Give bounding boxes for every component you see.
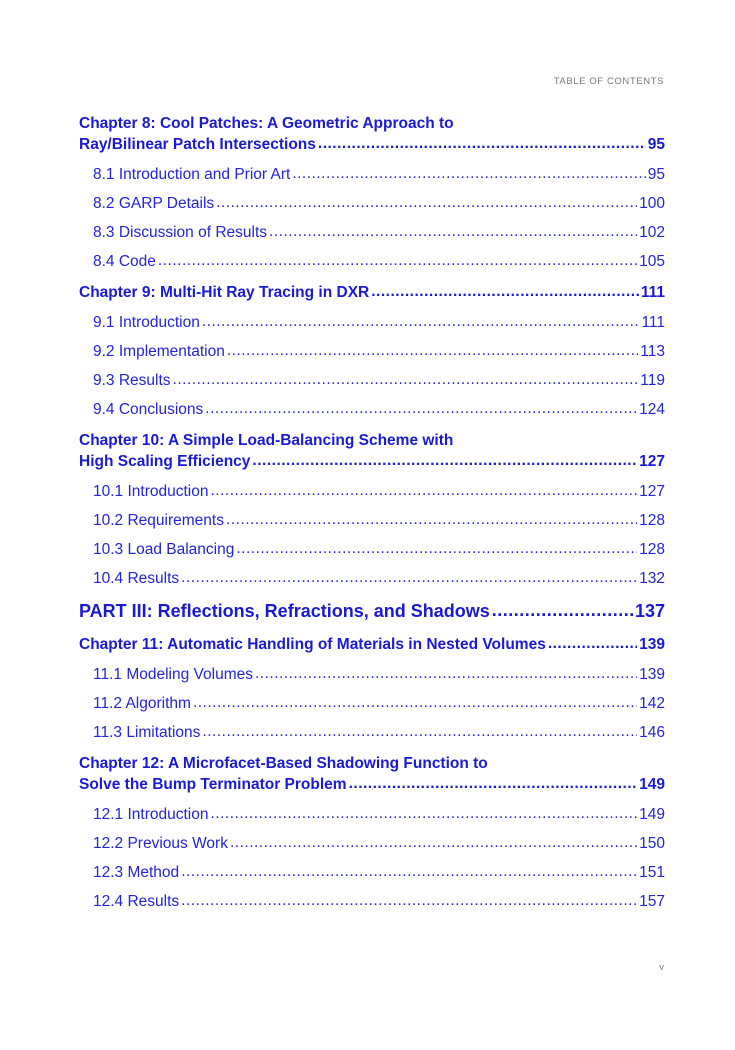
chapter-12 — [79, 753, 665, 911]
chapter-10-title-line2: High Scaling Efficiency — [79, 453, 251, 470]
section-page: 95 — [647, 166, 665, 183]
section-label: 9.2 Implementation — [93, 343, 225, 360]
section-label: 10.3 Load Balancing — [93, 541, 235, 558]
chapter-8-title-line2: Ray/Bilinear Patch Intersections — [79, 136, 316, 153]
section-label: 8.1 Introduction and Prior Art — [93, 166, 291, 183]
section-label: 10.1 Introduction — [93, 483, 209, 500]
section-page: 128 — [639, 541, 665, 558]
section-label: 11.2 Algorithm — [93, 695, 191, 712]
chapter-11-page: 139 — [639, 636, 665, 653]
chapter-11 — [79, 634, 665, 742]
dot-leader — [236, 540, 637, 558]
section-label: 11.1 Modeling Volumes — [93, 666, 253, 683]
section-12-3[interactable] — [93, 864, 665, 882]
dot-leader — [255, 665, 637, 683]
section-10-4[interactable] — [93, 570, 665, 588]
dot-leader — [318, 133, 646, 154]
chapter-10 — [79, 430, 665, 588]
dot-leader — [210, 482, 637, 500]
chapter-12-title-line1: Chapter 12: A Microfacet-Based Shadowing Function to — [79, 755, 488, 772]
section-9-3[interactable] — [93, 372, 665, 390]
section-label: 12.3 Method — [93, 864, 180, 881]
chapter-10-page: 127 — [639, 453, 665, 470]
part-3-page: 137 — [634, 601, 665, 621]
section-12-4[interactable] — [93, 893, 665, 911]
chapter-11-heading[interactable] — [79, 634, 665, 655]
chapter-9 — [79, 282, 665, 419]
part-3-heading[interactable] — [79, 599, 665, 623]
chapter-9-page: 111 — [640, 284, 665, 301]
dot-leader — [181, 569, 637, 587]
dot-leader — [230, 834, 637, 852]
dot-leader — [226, 511, 637, 529]
dot-leader — [193, 694, 637, 712]
dot-leader — [202, 723, 637, 741]
section-page: 149 — [639, 806, 665, 823]
chapter-11-title: Chapter 11: Automatic Handling of Materials in Nested Volumes — [79, 636, 546, 653]
chapter-8-page: 95 — [647, 136, 665, 153]
section-12-1[interactable] — [93, 806, 665, 824]
section-8-3[interactable] — [93, 224, 665, 242]
section-label: 9.4 Conclusions — [93, 401, 204, 418]
dot-leader — [492, 598, 633, 622]
section-8-4[interactable] — [93, 253, 665, 271]
section-9-4[interactable] — [93, 401, 665, 419]
section-page: 157 — [639, 893, 665, 910]
section-10-1[interactable] — [93, 483, 665, 501]
dot-leader — [216, 194, 637, 212]
section-11-1[interactable] — [93, 666, 665, 684]
section-label: 12.1 Introduction — [93, 806, 209, 823]
chapter-9-title: Chapter 9: Multi-Hit Ray Tracing in DXR — [79, 284, 370, 301]
section-label: 8.3 Discussion of Results — [93, 224, 268, 241]
section-page: 146 — [639, 724, 665, 741]
section-label: 9.1 Introduction — [93, 314, 200, 331]
dot-leader — [349, 773, 638, 794]
section-page: 151 — [639, 864, 665, 881]
section-12-2[interactable] — [93, 835, 665, 853]
dot-leader — [269, 223, 637, 241]
section-8-1[interactable] — [93, 166, 665, 184]
chapter-10-title-line1: Chapter 10: A Simple Load-Balancing Scheme with — [79, 432, 454, 449]
section-label: 8.4 Code — [93, 253, 156, 270]
section-page: 113 — [640, 343, 665, 360]
section-page: 128 — [639, 512, 665, 529]
dot-leader — [158, 252, 637, 270]
dot-leader — [173, 371, 639, 389]
section-label: 8.2 GARP Details — [93, 195, 215, 212]
chapter-8-heading[interactable] — [79, 113, 665, 155]
table-of-contents — [79, 113, 665, 911]
dot-leader — [227, 342, 638, 360]
section-9-1[interactable] — [93, 314, 665, 332]
section-page: 132 — [639, 570, 665, 587]
section-label: 11.3 Limitations — [93, 724, 201, 741]
section-11-3[interactable] — [93, 724, 665, 742]
section-page: 150 — [639, 835, 665, 852]
chapter-12-title-line2: Solve the Bump Terminator Problem — [79, 776, 347, 793]
running-head: TABLE OF CONTENTS — [553, 76, 664, 87]
page-number: v — [659, 962, 664, 973]
section-page: 100 — [639, 195, 665, 212]
section-page: 102 — [639, 224, 665, 241]
section-9-2[interactable] — [93, 343, 665, 361]
chapter-9-heading[interactable] — [79, 282, 665, 303]
section-10-2[interactable] — [93, 512, 665, 530]
section-label: 10.2 Requirements — [93, 512, 224, 529]
dot-leader — [371, 281, 639, 302]
chapter-12-page: 149 — [639, 776, 665, 793]
section-label: 9.3 Results — [93, 372, 171, 389]
chapter-8-title-line1: Chapter 8: Cool Patches: A Geometric Approach to — [79, 115, 454, 132]
section-page: 142 — [639, 695, 665, 712]
section-page: 105 — [639, 253, 665, 270]
section-8-2[interactable] — [93, 195, 665, 213]
dot-leader — [181, 892, 637, 910]
chapter-8 — [79, 113, 665, 271]
dot-leader — [252, 450, 637, 471]
dot-leader — [205, 400, 637, 418]
part-3-title: PART III: Reflections, Refractions, and Shadows — [79, 601, 490, 621]
part-3 — [79, 599, 665, 623]
dot-leader — [210, 805, 637, 823]
section-page: 127 — [639, 483, 665, 500]
section-label: 12.4 Results — [93, 893, 180, 910]
section-page: 119 — [640, 372, 665, 389]
dot-leader — [181, 863, 637, 881]
section-page: 139 — [639, 666, 665, 683]
section-page: 111 — [641, 314, 665, 331]
section-11-2[interactable] — [93, 695, 665, 713]
section-label: 10.4 Results — [93, 570, 180, 587]
chapter-12-heading[interactable] — [79, 753, 665, 795]
dot-leader — [548, 633, 637, 654]
dot-leader — [202, 313, 640, 331]
chapter-10-heading[interactable] — [79, 430, 665, 472]
section-10-3[interactable] — [93, 541, 665, 559]
section-label: 12.2 Previous Work — [93, 835, 228, 852]
section-page: 124 — [639, 401, 665, 418]
dot-leader — [292, 165, 645, 183]
